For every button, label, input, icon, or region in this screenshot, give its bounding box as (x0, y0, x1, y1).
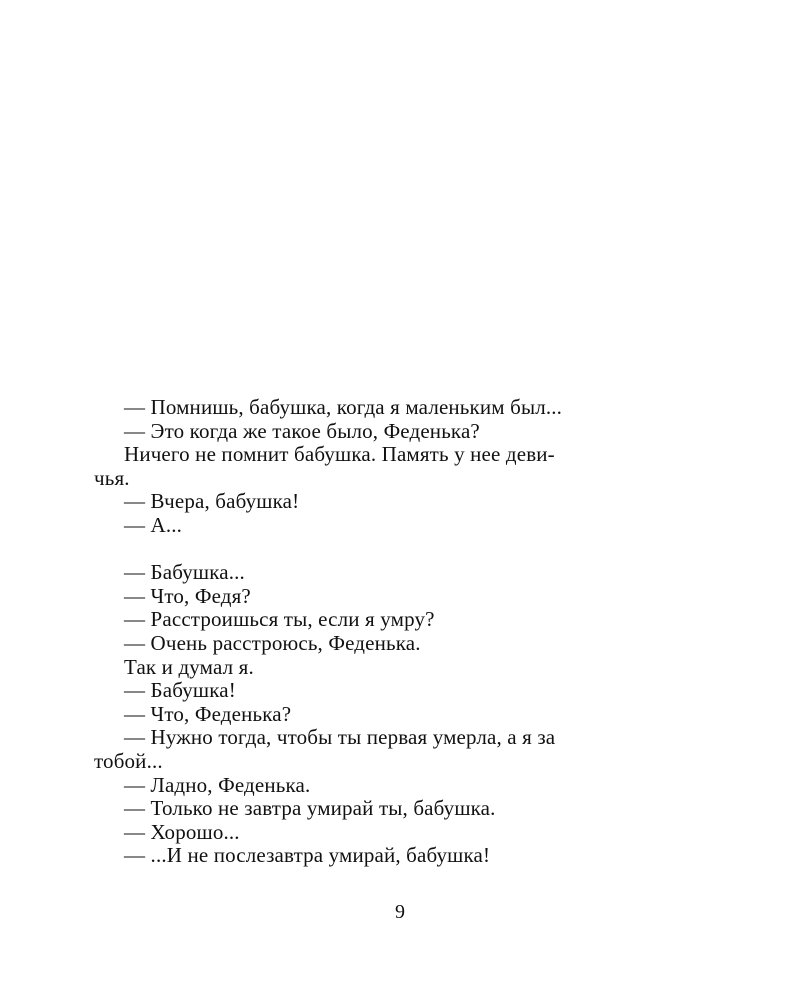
text-line: — Бабушка! (124, 678, 236, 703)
text-line: — Помнишь, бабушка, когда я маленьким был... (124, 395, 563, 419)
text-line: — Это когда же такое было, Феденька? (124, 418, 480, 443)
text-line: — Расстроишься ты, если я умру? (124, 607, 435, 632)
text-line: — Нужно тогда, чтобы ты первая умерла, а я за (124, 725, 556, 750)
text-line: чья. (94, 465, 130, 490)
text-line: — Вчера, бабушка! (124, 489, 300, 514)
page-number: 9 (395, 901, 405, 923)
dialogue-text (94, 396, 666, 868)
text-line: — Что, Федя? (124, 583, 251, 608)
text-line: — А... (124, 512, 183, 537)
text-line: — Очень расстроюсь, Феденька. (124, 630, 421, 655)
text-line: — Что, Феденька? (124, 701, 292, 726)
text-line: — Ладно, Феденька. (124, 772, 311, 797)
text-line: Ничего не помнит бабушка. Память у нее деви- (124, 442, 555, 467)
blank-line (94, 538, 666, 562)
text-line: Так и думал я. (124, 654, 254, 679)
text-line: — Бабушка... (124, 560, 245, 585)
text-line: — Только не завтра умирай ты, бабушка. (124, 796, 496, 821)
text-line: — Хорошо... (124, 819, 240, 844)
text-line: тобой... (94, 748, 163, 773)
text-line: — ...И не послезавтра умирай, бабушка! (124, 843, 491, 868)
